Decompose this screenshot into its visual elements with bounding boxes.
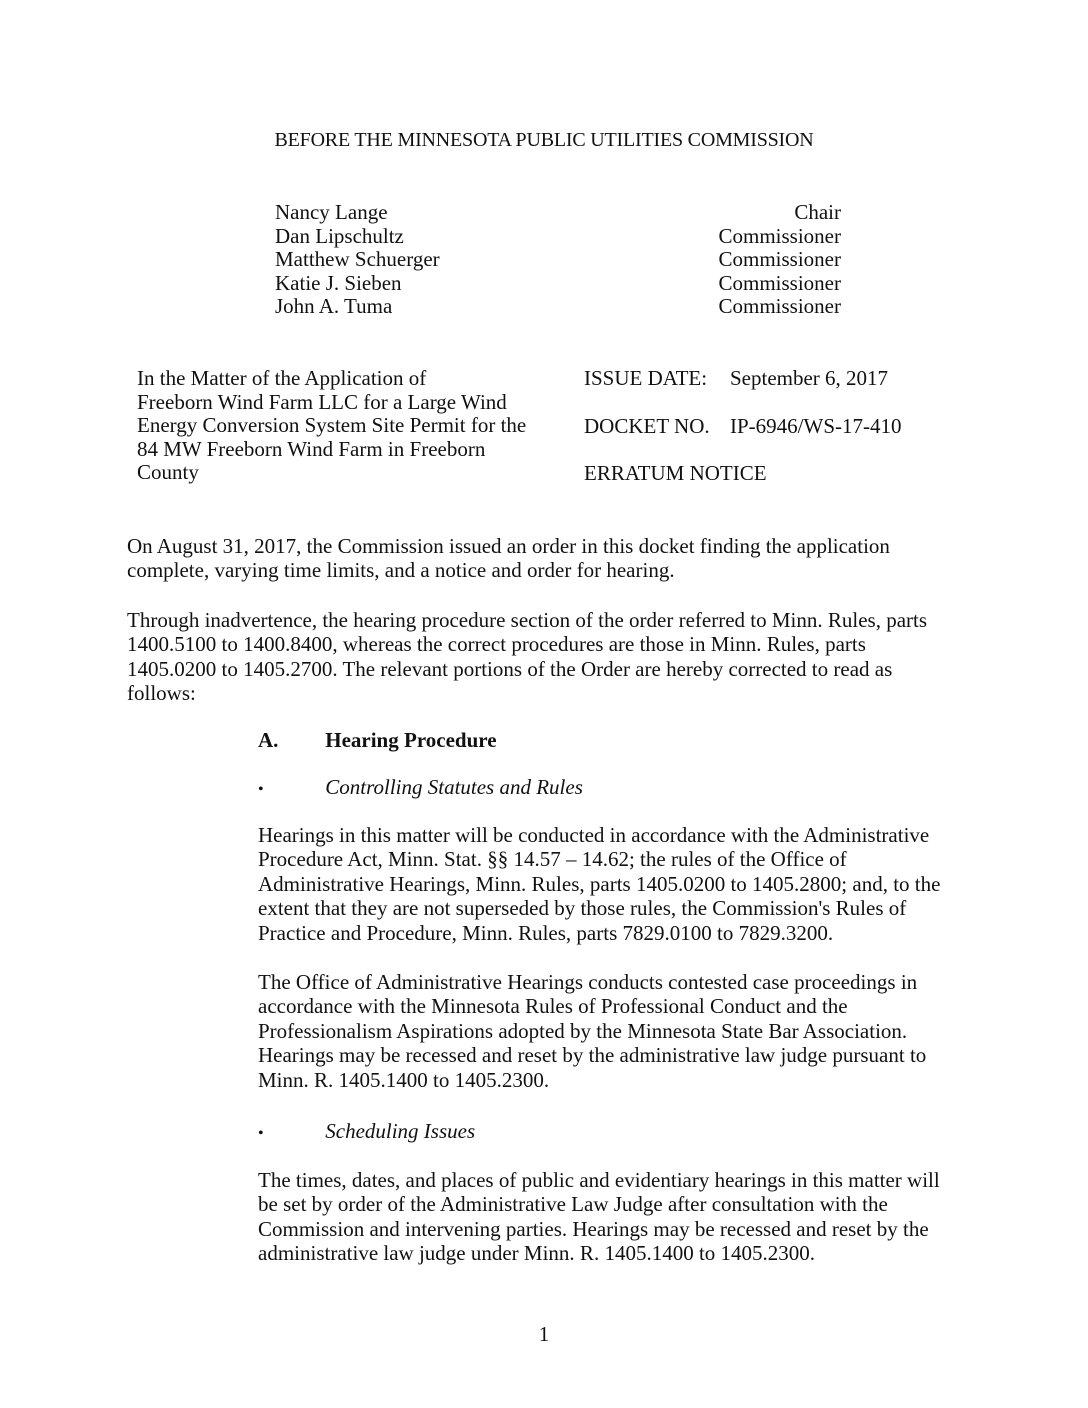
commissioner-list [275, 200, 841, 318]
commissioner-row [275, 200, 841, 224]
bullet-icon: • [258, 781, 264, 798]
commissioner-role: Commissioner [718, 294, 841, 319]
document-title: BEFORE THE MINNESOTA PUBLIC UTILITIES COMMISSION [274, 129, 814, 151]
intro-paragraph [127, 534, 957, 583]
scheduling-paragraph [258, 1168, 958, 1266]
text-line: The Office of Administrative Hearings conducts contested case proceedings in [258, 970, 918, 994]
issue-date-label: ISSUE DATE: [584, 366, 708, 390]
docket-value: IP-6946/WS-17-410 [730, 413, 902, 438]
correction-paragraph [127, 608, 957, 706]
commissioner-name: Katie J. Sieben [275, 270, 402, 295]
text-line: complete, varying time limits, and a notice and order for hearing. [127, 558, 675, 583]
oah-paragraph [258, 970, 958, 1092]
text-line: Practice and Procedure, Minn. Rules, parts 7829.0100 to 7829.3200. [258, 920, 834, 945]
matter-line: Freeborn Wind Farm LLC for a Large Wind [137, 389, 507, 414]
text-line: 1400.5100 to 1400.8400, whereas the correct procedures are those in Minn. Rules, parts [127, 632, 866, 657]
text-line: accordance with the Minnesota Rules of Professional Conduct and the [258, 994, 848, 1019]
commissioner-role: Commissioner [718, 270, 841, 295]
commissioner-role: Chair [794, 200, 841, 224]
text-line: Hearings may be recessed and reset by the administrative law judge pursuant to [258, 1043, 927, 1068]
bullet-icon: • [258, 1125, 264, 1142]
commissioner-row [275, 224, 841, 248]
commissioner-name: Dan Lipschultz [275, 223, 404, 248]
section-letter: A. [258, 728, 279, 752]
text-line: administrative law judge under Minn. R. 1405.1400 to 1405.2300. [258, 1241, 816, 1266]
text-line: Minn. R. 1405.1400 to 1405.2300. [258, 1067, 550, 1092]
text-line: Commission and intervening parties. Hearings may be recessed and reset by the [258, 1216, 929, 1241]
matter-line: Energy Conversion System Site Permit for the [137, 413, 527, 438]
commissioner-name: John A. Tuma [275, 294, 393, 319]
docket-label: DOCKET NO. [584, 413, 710, 438]
issue-date-value: September 6, 2017 [730, 366, 889, 390]
issue-date-row [584, 366, 1024, 414]
matter-line: In the Matter of the Application of [137, 366, 427, 390]
commissioner-name: Matthew Schuerger [275, 247, 440, 272]
statutes-paragraph [258, 823, 958, 945]
matter-line: 84 MW Freeborn Wind Farm in Freeborn [137, 436, 486, 461]
matter-line: County [137, 460, 199, 485]
text-line: 1405.0200 to 1405.2700. The relevant portions of the Order are hereby corrected to read as [127, 656, 893, 681]
section-heading [258, 728, 497, 752]
docket-info [584, 366, 1024, 509]
subsection-heading [258, 1119, 475, 1146]
commissioner-row [275, 271, 841, 295]
section-title: Hearing Procedure [325, 728, 497, 752]
text-line: On August 31, 2017, the Commission issued an order in this docket finding the application [127, 534, 890, 558]
subsection-title: Scheduling Issues [325, 1119, 476, 1143]
commissioner-name: Nancy Lange [275, 200, 388, 224]
commissioner-role: Commissioner [718, 247, 841, 272]
text-line: be set by order of the Administrative Law Judge after consultation with the [258, 1192, 888, 1217]
commissioner-row [275, 294, 841, 318]
matter-caption [137, 366, 557, 484]
text-line: Through inadvertence, the hearing procedure section of the order referred to Minn. Rules, parts [127, 608, 928, 632]
text-line: Administrative Hearings, Minn. Rules, parts 1405.0200 to 1405.2800; and, to the [258, 871, 941, 896]
subsection-heading [258, 775, 583, 802]
text-line: follows: [127, 681, 196, 706]
commissioner-row [275, 247, 841, 271]
notice-type-row [584, 461, 1024, 509]
commissioner-role: Commissioner [718, 223, 841, 248]
docket-row [584, 414, 1024, 462]
page-number: 1 [538, 1322, 550, 1346]
text-line: Professionalism Aspirations adopted by the Minnesota State Bar Association. [258, 1018, 908, 1043]
subsection-title: Controlling Statutes and Rules [325, 775, 583, 799]
text-line: extent that they are not superseded by those rules, the Commission's Rules of [258, 896, 907, 921]
notice-type: ERRATUM NOTICE [584, 461, 767, 485]
text-line: The times, dates, and places of public and evidentiary hearings in this matter will [258, 1168, 940, 1192]
text-line: Hearings in this matter will be conducted in accordance with the Administrative [258, 823, 930, 847]
text-line: Procedure Act, Minn. Stat. §§ 14.57 – 14.62; the rules of the Office of [258, 847, 847, 872]
